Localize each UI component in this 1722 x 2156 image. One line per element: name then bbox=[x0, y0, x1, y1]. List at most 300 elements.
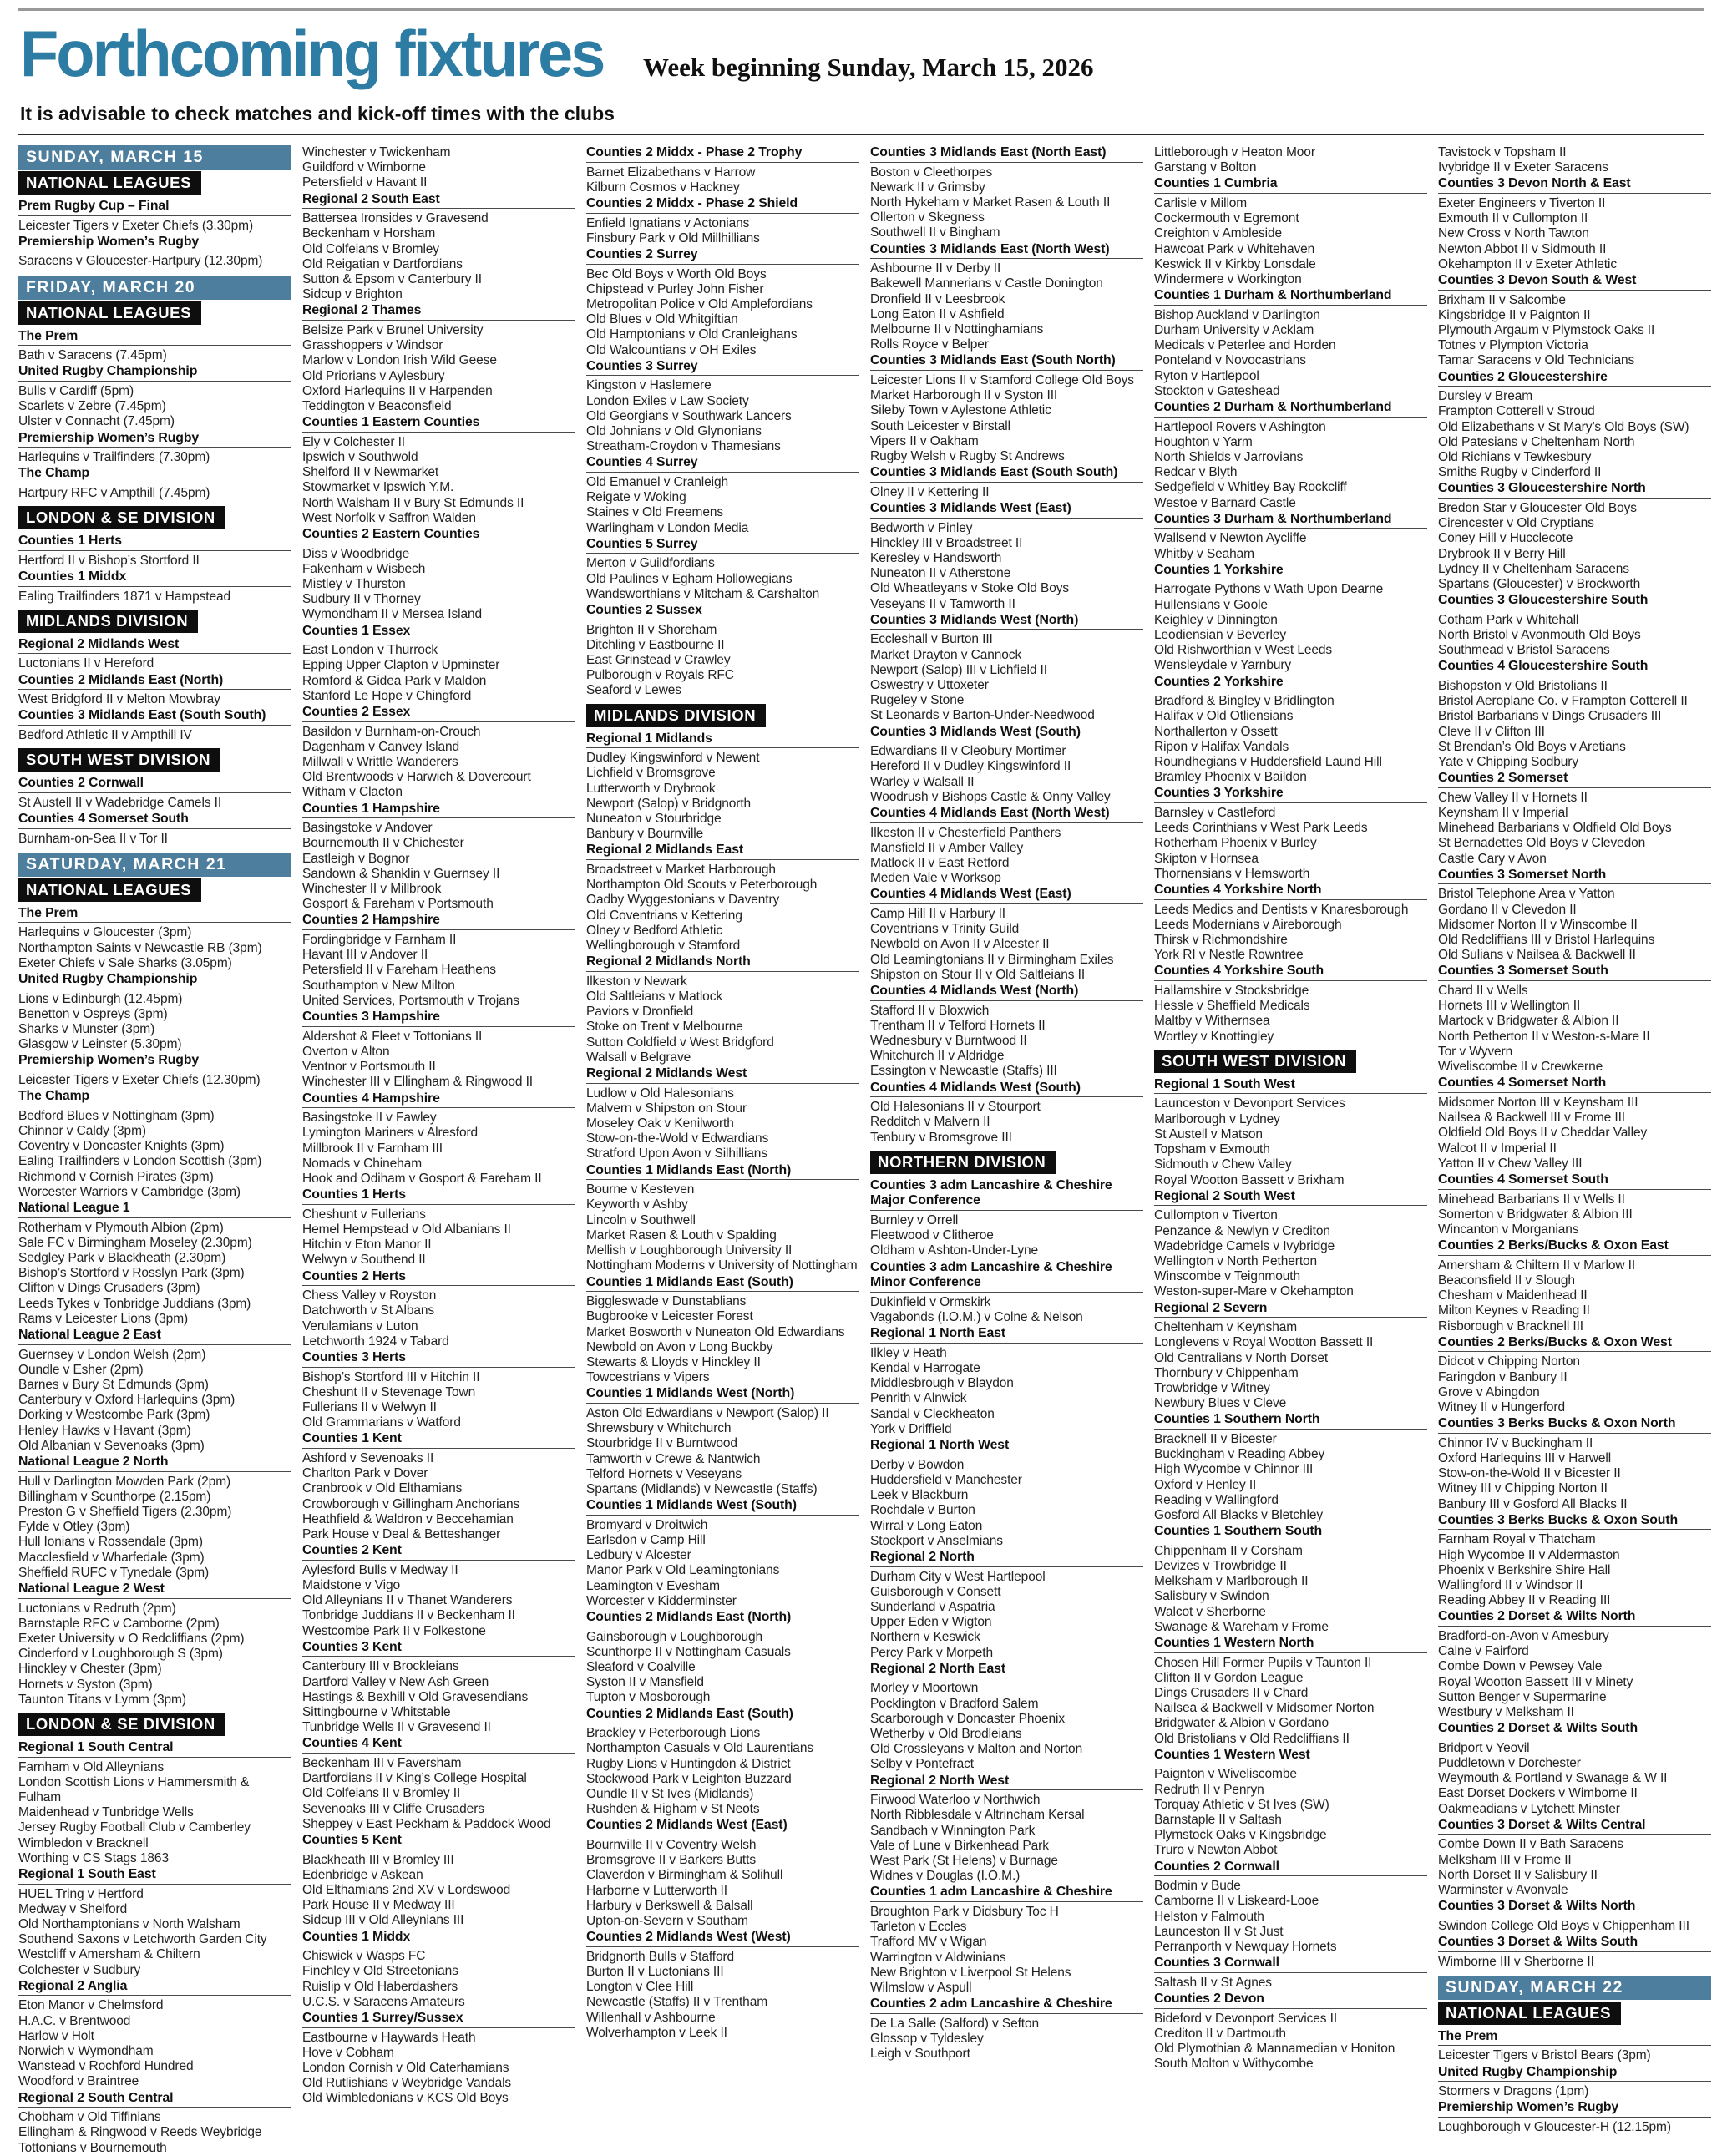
fixture: Maidstone v Vigo bbox=[302, 1577, 401, 1592]
fixture: Risborough v Bracknell III bbox=[1438, 1318, 1584, 1334]
fixture: Paignton v Wiveliscombe bbox=[1154, 1767, 1297, 1782]
fixture: Old Richians v Tewkesbury bbox=[1438, 450, 1592, 465]
fixture: Aylesford Bulls v Medway II bbox=[302, 1562, 458, 1577]
fixture: Bishop’s Stortford v Rosslyn Park (3pm) bbox=[18, 1266, 245, 1281]
fixture: Sleaford v Coalville bbox=[586, 1659, 696, 1674]
competition-header: Counties 1 Eastern Counties bbox=[302, 415, 575, 433]
fixture: Littleborough v Heaton Moor bbox=[1154, 145, 1315, 159]
fixture: Witney II v Hungerford bbox=[1438, 1399, 1565, 1415]
fixture: Hertford II v Bishop’s Stortford II bbox=[18, 553, 200, 568]
fixture: Luctonians v Redruth (2pm) bbox=[18, 1601, 176, 1616]
fixture: East Dorset Dockers v Wimborne II bbox=[1438, 1786, 1638, 1801]
competition-header: Counties 4 Somerset South bbox=[18, 812, 291, 829]
fixture: Redditch v Malvern II bbox=[870, 1115, 990, 1130]
fixture: Barnet Elizabethans v Harrow bbox=[586, 164, 756, 180]
fixture: Phoenix v Berkshire Shire Hall bbox=[1438, 1562, 1611, 1577]
fixture: Stockwood Park v Leighton Buzzard bbox=[586, 1771, 792, 1786]
competition-header: National League 2 East bbox=[18, 1328, 291, 1345]
division-header: NATIONAL LEAGUES bbox=[18, 171, 201, 195]
fixture: Vagabonds (I.O.M.) v Colne & Nelson bbox=[870, 1310, 1083, 1325]
fixture: Ipswich v Southwold bbox=[302, 450, 418, 465]
fixture: Roundhegians v Huddersfield Laund Hill bbox=[1154, 755, 1382, 770]
fixture: St Bernadettes Old Boys v Clevedon bbox=[1438, 836, 1646, 851]
fixture: Burnley v Orrell bbox=[870, 1213, 959, 1228]
fixture: Wilmslow v Aspull bbox=[870, 1980, 972, 1995]
fixture: Warminster v Avonvale bbox=[1438, 1882, 1568, 1897]
fixture: Marlow v London Irish Wild Geese bbox=[302, 353, 497, 368]
fixture: Millbrook II v Farnham III bbox=[302, 1141, 443, 1156]
fixture: Fylde v Otley (3pm) bbox=[18, 1520, 130, 1535]
fixture: Winchester III v Ellingham & Ringwood II bbox=[302, 1075, 533, 1090]
competition-header: Counties 1 Yorkshire bbox=[1154, 563, 1427, 580]
fixture: Old Colfeians II v Bromley II bbox=[302, 1786, 461, 1801]
fixture: Ivybridge II v Exeter Saracens bbox=[1438, 160, 1608, 175]
fixture: Harlequins v Gloucester (3pm) bbox=[18, 925, 192, 940]
competition-header: Counties 2 Berks/Bucks & Oxon West bbox=[1438, 1335, 1711, 1353]
competition-header: The Prem bbox=[18, 329, 291, 347]
competition-header: Counties 3 Gloucestershire South bbox=[1438, 593, 1711, 610]
fixture: South Leicester v Birstall bbox=[870, 418, 1010, 433]
fixture: Newport (Salop) v Bridgnorth bbox=[586, 796, 752, 811]
division-header: NORTHERN DIVISION bbox=[870, 1151, 1056, 1174]
fixture: Lymington Mariners v Alresford bbox=[302, 1126, 479, 1141]
fixture: Ponteland v Novocastrians bbox=[1154, 353, 1306, 368]
fixture: Wadebridge Camels v Ivybridge bbox=[1154, 1238, 1335, 1253]
competition-header: Counties 4 Hampshire bbox=[302, 1091, 575, 1109]
fixture: Scunthorpe II v Nottingham Casuals bbox=[586, 1644, 791, 1659]
fixture: Gordano II v Clevedon II bbox=[1438, 902, 1577, 917]
fixture: Ludlow v Old Halesonians bbox=[586, 1086, 734, 1101]
fixture: Ruislip v Old Haberdashers bbox=[302, 1979, 458, 1994]
fixture: Chinnor IV v Buckingham II bbox=[1438, 1435, 1593, 1450]
fixture: Newark II v Grimsby bbox=[870, 180, 985, 195]
fixture: Heathfield & Waldron v Beccehamian bbox=[302, 1511, 514, 1526]
competition-header: Regional 2 North East bbox=[870, 1662, 1143, 1679]
fixture: Luctonians II v Hereford bbox=[18, 656, 154, 671]
fixture: Oxford Harlequins II v Harpenden bbox=[302, 383, 493, 398]
fixture: Sutton Coldfield v West Bridgford bbox=[586, 1035, 774, 1050]
fixture: Coney Hill v Hucclecote bbox=[1438, 531, 1573, 546]
fixture: Frampton Cotterell v Stroud bbox=[1438, 404, 1595, 419]
fixture: Leicester Tigers v Bristol Bears (3pm) bbox=[1438, 2048, 1651, 2063]
fixture: Winscombe v Teignmouth bbox=[1154, 1269, 1300, 1284]
fixture: Lions v Edinburgh (12.45pm) bbox=[18, 991, 183, 1006]
fixture: St Austell II v Wadebridge Camels II bbox=[18, 795, 222, 810]
competition-header: Counties 3 Dorset & Wilts South bbox=[1438, 1935, 1711, 1952]
competition-header: The Champ bbox=[18, 1089, 291, 1106]
competition-header: Counties 2 Sussex bbox=[586, 603, 859, 620]
competition-header: Counties 2 Midlands East (North) bbox=[586, 1610, 859, 1627]
fixture: Launceston II v St Just bbox=[1154, 1924, 1284, 1939]
fixture: Ripon v Halifax Vandals bbox=[1154, 739, 1289, 754]
competition-header: Counties 1 Midlands West (South) bbox=[586, 1498, 859, 1516]
fixture: Harlow v Holt bbox=[18, 2028, 94, 2043]
fixture: Sandown & Shanklin v Guernsey II bbox=[302, 866, 500, 881]
competition-header: Counties 4 Midlands East (North West) bbox=[870, 806, 1143, 823]
competition-header: Counties 1 adm Lancashire & Cheshire bbox=[870, 1885, 1143, 1902]
fixture: Sharks v Munster (3pm) bbox=[18, 1021, 155, 1036]
fixture: Leicester Tigers v Exeter Chiefs (12.30pm) bbox=[18, 1072, 261, 1087]
fixture: Tonbridge Juddians II v Beckenham II bbox=[302, 1608, 515, 1623]
fixture: East Grinstead v Crawley bbox=[586, 653, 731, 668]
fixture: Wincanton v Morganians bbox=[1438, 1222, 1579, 1237]
fixture: North Dorset II v Salisbury II bbox=[1438, 1867, 1598, 1882]
fixture: Okehampton II v Exeter Athletic bbox=[1438, 256, 1618, 271]
fixture: Towcestrians v Vipers bbox=[586, 1370, 710, 1385]
fixture: Nomads v Chineham bbox=[302, 1156, 423, 1171]
competition-header: Counties 3 adm Lancashire & Cheshire Major Conference bbox=[870, 1178, 1143, 1211]
fixture: Tor v Wyvern bbox=[1438, 1044, 1513, 1059]
fixture: Melksham v Marlborough II bbox=[1154, 1574, 1309, 1589]
competition-header: Counties 2 Midlands West (West) bbox=[586, 1930, 859, 1947]
fixture: Ilkeston v Newark bbox=[586, 974, 687, 989]
competition-header: Counties 3 Midlands East (South South) bbox=[870, 465, 1143, 483]
competition-header: Counties 1 Cumbria bbox=[1154, 176, 1427, 194]
fixture: Warrington v Aldwinians bbox=[870, 1950, 1006, 1965]
fixture: Leigh v Southport bbox=[870, 2047, 970, 2062]
fixture: Bramley Phoenix v Baildon bbox=[1154, 770, 1307, 785]
competition-header: Counties 1 Herts bbox=[18, 534, 291, 551]
fixture: Bristol Telephone Area v Yatton bbox=[1438, 887, 1615, 902]
fixture: Dukinfield v Ormskirk bbox=[870, 1294, 991, 1309]
fixture: Nuneaton II v Atherstone bbox=[870, 566, 1011, 581]
competition-header: United Rugby Championship bbox=[18, 364, 291, 382]
fixture: Rochdale v Burton bbox=[870, 1503, 975, 1518]
fixture: Swindon College Old Boys v Chippenham III bbox=[1438, 1918, 1689, 1933]
fixture: Sidmouth v Chew Valley bbox=[1154, 1157, 1292, 1172]
competition-header: The Prem bbox=[18, 906, 291, 924]
fixture: Minehead Barbarians II v Wells II bbox=[1438, 1192, 1625, 1207]
fixture: Market Drayton v Cannock bbox=[870, 647, 1022, 662]
fixture: Vale of Lune v Birkenhead Park bbox=[870, 1838, 1049, 1853]
fixture: West Bridgford II v Melton Mowbray bbox=[18, 692, 220, 707]
fixture: Marlborough v Lydney bbox=[1154, 1111, 1280, 1126]
fixture: Crowborough v Gillingham Anchorians bbox=[302, 1496, 520, 1511]
competition-header: Counties 3 Midlands West (North) bbox=[870, 613, 1143, 630]
fixture: Hull Ionians v Rossendale (3pm) bbox=[18, 1535, 203, 1550]
fixture: Mansfield II v Amber Valley bbox=[870, 840, 1024, 855]
fixture: Westcombe Park II v Folkestone bbox=[302, 1623, 486, 1638]
competition-header: Counties 2 Cornwall bbox=[1154, 1860, 1427, 1877]
competition-header: Counties 3 Cornwall bbox=[1154, 1956, 1427, 1973]
competition-header: Counties 2 Berks/Bucks & Oxon East bbox=[1438, 1238, 1711, 1256]
fixture: Bath v Saracens (7.45pm) bbox=[18, 348, 167, 363]
fixture: Sheppey v East Peckham & Paddock Wood bbox=[302, 1816, 551, 1831]
fixture: Canterbury v Oxford Harlequins (3pm) bbox=[18, 1393, 236, 1408]
fixture: Clifton v Dings Crusaders (3pm) bbox=[18, 1281, 200, 1296]
page-title: Forthcoming fixtures bbox=[20, 17, 604, 90]
fixture: Kingston v Haslemere bbox=[586, 378, 712, 393]
competition-header: Premiership Women’s Rugby bbox=[1438, 2100, 1711, 2118]
fixture: Harbury v Berkswell & Balsall bbox=[586, 1898, 753, 1913]
fixture: Hornets III v Wellington II bbox=[1438, 999, 1581, 1014]
competition-header: Counties 1 Middx bbox=[18, 569, 291, 587]
division-header: SOUTH WEST DIVISION bbox=[18, 748, 220, 772]
fixture: Chard II v Wells bbox=[1438, 984, 1528, 999]
fixture: U.C.S. v Saracens Amateurs bbox=[302, 1994, 465, 2009]
fixture: Hartlepool Rovers v Ashington bbox=[1154, 419, 1326, 434]
fixture: Kendal v Harrogate bbox=[870, 1361, 980, 1376]
fixture: Ilkeston II v Chesterfield Panthers bbox=[870, 825, 1061, 840]
fixture: Brackley v Peterborough Lions bbox=[586, 1726, 761, 1741]
fixture: Rolls Royce v Belper bbox=[870, 337, 989, 352]
fixture: Crediton II v Dartmouth bbox=[1154, 2026, 1286, 2041]
fixture: Bedworth v Pinley bbox=[870, 520, 973, 535]
fixture: Old Blues v Old Whitgiftian bbox=[586, 312, 738, 327]
fixture: Newport (Salop) III v Lichfield II bbox=[870, 662, 1047, 677]
fixture: Plymstock Oaks v Kingsbridge bbox=[1154, 1828, 1327, 1843]
fixture: Maidenhead v Tunbridge Wells bbox=[18, 1805, 194, 1820]
fixture: Tamworth v Crewe & Nantwich bbox=[586, 1451, 761, 1466]
fixture: Wetherby v Old Brodleians bbox=[870, 1726, 1022, 1741]
fixture: Swanage & Wareham v Frome bbox=[1154, 1619, 1329, 1634]
competition-header: Counties 3 Gloucestershire North bbox=[1438, 481, 1711, 499]
fixture: Staines v Old Freemens bbox=[586, 505, 724, 520]
fixture: Upper Eden v Wigton bbox=[870, 1615, 992, 1630]
fixture: Lichfield v Bromsgrove bbox=[586, 766, 716, 781]
fixture: Farnham Royal v Thatcham bbox=[1438, 1532, 1596, 1547]
fixture: Old Leamingtonians II v Birmingham Exiles bbox=[870, 952, 1114, 967]
fixture: Redruth II v Penryn bbox=[1154, 1782, 1264, 1797]
competition-header: Regional 2 South Central bbox=[18, 2091, 291, 2108]
competition-header: Counties 3 Midlands East (North East) bbox=[870, 145, 1143, 163]
fixture: Bracknell II v Bicester bbox=[1154, 1431, 1277, 1446]
fixture: Sidcup III v Old Alleynians III bbox=[302, 1913, 464, 1928]
division-header: MIDLANDS DIVISION bbox=[18, 610, 198, 633]
competition-header: Regional 1 South West bbox=[1154, 1077, 1427, 1095]
fixture: Billingham v Scunthorpe (2.15pm) bbox=[18, 1489, 211, 1504]
fixture: Taunton Titans v Lymm (3pm) bbox=[18, 1692, 186, 1707]
competition-header: Counties 4 Yorkshire South bbox=[1154, 964, 1427, 981]
fixture: Burnham-on-Sea II v Tor II bbox=[18, 831, 168, 846]
fixture: New Brighton v Liverpool St Helens bbox=[870, 1965, 1071, 1980]
competition-header: Premiership Women’s Rugby bbox=[18, 431, 291, 448]
fixture: Stowmarket v Ipswich Y.M. bbox=[302, 480, 454, 495]
fixture: Vipers II v Oakham bbox=[870, 433, 979, 448]
fixture: Hereford II v Dudley Kingswinford II bbox=[870, 759, 1071, 774]
fixture: Old Wimbledonians v KCS Old Boys bbox=[302, 2091, 509, 2106]
fixture: Bakewell Mannerians v Castle Donington bbox=[870, 276, 1103, 291]
fixture: Topsham v Exmouth bbox=[1154, 1142, 1270, 1157]
fixture: Paviors v Dronfield bbox=[586, 1005, 694, 1020]
fixture: Meden Vale v Worksop bbox=[870, 871, 1001, 886]
fixture: Hitchin v Eton Manor II bbox=[302, 1237, 432, 1253]
fixtures-page bbox=[0, 8, 1722, 2155]
fixture: Tottonians v Bournemouth bbox=[18, 2140, 167, 2155]
competition-header: National League 2 West bbox=[18, 1582, 291, 1599]
fixture: Eastbourne v Haywards Heath bbox=[302, 2030, 476, 2045]
fixture: Combe Down II v Bath Saracens bbox=[1438, 1837, 1623, 1852]
fixture: Old Rishworthian v West Leeds bbox=[1154, 643, 1333, 658]
fixture: Camborne II v Liskeard-Looe bbox=[1154, 1894, 1319, 1909]
fixture: Ashford v Sevenoaks II bbox=[302, 1450, 434, 1465]
fixture: Wellingborough v Stamford bbox=[586, 939, 741, 954]
fixture: Bec Old Boys v Worth Old Boys bbox=[586, 266, 767, 281]
division-header: LONDON & SE DIVISION bbox=[18, 506, 225, 529]
fixture: Bradford & Bingley v Bridlington bbox=[1154, 694, 1335, 709]
fixture: Hook and Odiham v Gosport & Fareham II bbox=[302, 1171, 542, 1186]
fixture: North Hykeham v Market Rasen & Louth II bbox=[870, 195, 1111, 210]
fixture: Somerton v Bridgwater & Albion III bbox=[1438, 1207, 1633, 1222]
fixture: Sandbach v Winnington Park bbox=[870, 1823, 1036, 1838]
fixture: Leicester Tigers v Exeter Chiefs (3.30pm) bbox=[18, 218, 254, 233]
fixture: Martock v Bridgwater & Albion II bbox=[1438, 1014, 1619, 1029]
fixture: Trafford MV v Wigan bbox=[870, 1935, 987, 1950]
fixture: Bedford Athletic II v Ampthill IV bbox=[18, 727, 192, 742]
fixture: South Molton v Withycombe bbox=[1154, 2057, 1314, 2072]
competition-header: Prem Rugby Cup – Final bbox=[18, 199, 291, 216]
competition-header: Counties 3 adm Lancashire & Cheshire Minor Conference bbox=[870, 1260, 1143, 1293]
fixture: H.A.C. v Brentwood bbox=[18, 2013, 131, 2028]
fixture: Hullensians v Goole bbox=[1154, 597, 1268, 612]
fixture: Dartford Valley v New Ash Green bbox=[302, 1674, 489, 1689]
fixture: Leodiensian v Beverley bbox=[1154, 628, 1287, 643]
fixture: Romford & Gidea Park v Maldon bbox=[302, 673, 487, 688]
fixture: Sutton Benger v Supermarine bbox=[1438, 1689, 1607, 1704]
fixture: Stow-on-the-Wold II v Bicester II bbox=[1438, 1466, 1621, 1481]
fixture: Wolverhampton v Leek II bbox=[586, 2025, 727, 2040]
fixture: Combe Down v Pewsey Vale bbox=[1438, 1659, 1603, 1674]
fixture: Minehead Barbarians v Oldfield Old Boys bbox=[1438, 821, 1672, 836]
fixture: Oxford v Henley II bbox=[1154, 1477, 1257, 1492]
fixture: Bristol Barbarians v Dings Crusaders III bbox=[1438, 709, 1662, 724]
competition-header: Counties 2 Midlands East (South) bbox=[586, 1707, 859, 1724]
fixture: Keresley v Handsworth bbox=[870, 551, 1002, 566]
fixture: Grasshoppers v Windsor bbox=[302, 338, 443, 353]
fixture: Exeter University v O Redcliffians (2pm) bbox=[18, 1632, 245, 1647]
fixture: Telford Hornets v Veseyans bbox=[586, 1466, 742, 1481]
fixture: Durham City v West Hartlepool bbox=[870, 1569, 1046, 1584]
fixture: Didcot v Chipping Norton bbox=[1438, 1354, 1580, 1369]
fixture: Dartfordians II v King’s College Hospital bbox=[302, 1771, 527, 1786]
fixture: Cinderford v Loughborough S (3pm) bbox=[18, 1647, 223, 1662]
fixture: Puddletown v Dorchester bbox=[1438, 1755, 1581, 1770]
competition-header: Counties 3 Surrey bbox=[586, 359, 859, 377]
fixture: Thornensians v Hemsworth bbox=[1154, 866, 1310, 881]
fixture: Bredon Star v Gloucester Old Boys bbox=[1438, 501, 1637, 516]
fixture: Wensleydale v Yarnbury bbox=[1154, 658, 1292, 673]
fixture: Penzance & Newlyn v Crediton bbox=[1154, 1223, 1330, 1238]
fixture: Sidcup v Brighton bbox=[302, 287, 403, 302]
fixture: Nottingham Moderns v University of Nottingham bbox=[586, 1258, 858, 1273]
competition-header: Regional 1 South Central bbox=[18, 1740, 291, 1758]
competition-header: Counties 1 Durham & Northumberland bbox=[1154, 288, 1427, 306]
fixture: Barnstaple II v Saltash bbox=[1154, 1812, 1282, 1827]
division-header: SOUTH WEST DIVISION bbox=[1154, 1050, 1356, 1073]
fixture: Tenbury v Bromsgrove III bbox=[870, 1130, 1012, 1145]
fixture: Barnstaple RFC v Camborne (2pm) bbox=[18, 1616, 220, 1631]
fixture: Wortley v Knottingley bbox=[1154, 1029, 1274, 1044]
fixture: HUEL Tring v Hertford bbox=[18, 1886, 144, 1901]
fixture: Ditchling v Eastbourne II bbox=[586, 637, 725, 652]
fixture: Stanford Le Hope v Chingford bbox=[302, 688, 472, 703]
fixture: Rugby Lions v Huntingdon & District bbox=[586, 1756, 791, 1771]
fixture: Newbury Blues v Cleve bbox=[1154, 1396, 1287, 1411]
fixture: Derby v Bowdon bbox=[870, 1457, 965, 1472]
competition-header: Counties 3 Dorset & Wilts North bbox=[1438, 1899, 1711, 1916]
fixture: Old Paulines v Egham Hollowegians bbox=[586, 571, 793, 586]
fixture: Mistley v Thurston bbox=[302, 577, 406, 592]
fixture: Woodrush v Bishops Castle & Onny Valley bbox=[870, 789, 1111, 804]
fixture: St Brendan’s Old Boys v Aretians bbox=[1438, 739, 1626, 754]
fixture: Reigate v Woking bbox=[586, 490, 686, 505]
masthead bbox=[18, 11, 1704, 96]
fixture: Ely v Colchester II bbox=[302, 434, 406, 449]
fixture: Midsomer Norton III v Keynsham III bbox=[1438, 1095, 1638, 1110]
fixture: Chiswick v Wasps FC bbox=[302, 1949, 426, 1964]
fixture: Stoke on Trent v Melbourne bbox=[586, 1020, 743, 1035]
fixture: Dudley Kingswinford v Newent bbox=[586, 751, 760, 766]
competition-header: Counties 3 Berks Bucks & Oxon North bbox=[1438, 1416, 1711, 1434]
competition-header: Counties 2 Middx - Phase 2 Shield bbox=[586, 196, 859, 214]
fixture: Leek v Blackburn bbox=[870, 1488, 969, 1503]
fixture: Kilburn Cosmos v Hackney bbox=[586, 180, 740, 195]
fixture: Woodford v Braintree bbox=[18, 2074, 139, 2089]
fixture: Weymouth & Portland v Swanage & W II bbox=[1438, 1771, 1668, 1786]
fixture: Tunbridge Wells II v Gravesend II bbox=[302, 1720, 491, 1735]
fixture: Helston v Falmouth bbox=[1154, 1909, 1264, 1924]
fixture: Wymondham II v Mersea Island bbox=[302, 607, 483, 622]
fixture: Firwood Waterloo v Northwich bbox=[870, 1793, 1041, 1808]
fixture: Westoe v Barnard Castle bbox=[1154, 495, 1296, 510]
week-beginning-note: Week beginning Sunday, March 15, 2026 bbox=[643, 53, 1094, 82]
date-header: SUNDAY, MARCH 22 bbox=[1438, 1976, 1711, 2000]
fixture: Bedford Blues v Nottingham (3pm) bbox=[18, 1108, 215, 1123]
fixture: Aston Old Edwardians v Newport (Salop) II bbox=[586, 1405, 829, 1420]
fixture: Redcar v Blyth bbox=[1154, 465, 1238, 480]
fixture: Southmead v Bristol Saracens bbox=[1438, 643, 1610, 658]
fixture: Old Reigatian v Dartfordians bbox=[302, 256, 463, 271]
fixture: Beckenham III v Faversham bbox=[302, 1755, 462, 1770]
fixture: Edenbridge v Askean bbox=[302, 1867, 423, 1882]
fixture: Stockport v Anselmians bbox=[870, 1533, 1003, 1548]
fixture: Wellington v North Petherton bbox=[1154, 1253, 1318, 1268]
fixture: Basingstoke v Andover bbox=[302, 821, 433, 836]
fixture: Northern v Keswick bbox=[870, 1630, 980, 1645]
fixture: Fordingbridge v Farnham II bbox=[302, 933, 457, 948]
fixture: Leeds Tykes v Tonbridge Juddians (3pm) bbox=[18, 1296, 251, 1311]
fixture: Sutton & Epsom v Canterbury II bbox=[302, 272, 482, 287]
fixture: Keyworth v Ashby bbox=[586, 1197, 688, 1212]
fixture: Basingstoke II v Fawley bbox=[302, 1111, 437, 1126]
fixture: Verulamians v Luton bbox=[302, 1318, 418, 1334]
fixture: Stewarts & Lloyds v Hinckley II bbox=[586, 1354, 761, 1369]
competition-header: Regional 2 Midlands West bbox=[18, 637, 291, 655]
fixture: Castle Cary v Avon bbox=[1438, 851, 1547, 866]
fixture: Rushden & Higham v St Neots bbox=[586, 1802, 760, 1817]
fixture: Bristol Aeroplane Co. v Frampton Cotterell II bbox=[1438, 694, 1688, 709]
fixture: Keynsham II v Imperial bbox=[1438, 806, 1568, 821]
fixture: Skipton v Hornsea bbox=[1154, 851, 1259, 866]
competition-header: Counties 4 Yorkshire North bbox=[1154, 883, 1427, 900]
fixture: Brighton II v Shoreham bbox=[586, 622, 717, 637]
fixture: North Shields v Jarrovians bbox=[1154, 450, 1304, 465]
fixture: Hornets v Syston (3pm) bbox=[18, 1677, 153, 1692]
competition-header: Regional 2 Severn bbox=[1154, 1301, 1427, 1318]
competition-header: Counties 2 Surrey bbox=[586, 247, 859, 265]
fixture: Exeter Chiefs v Sale Sharks (3.05pm) bbox=[18, 955, 232, 970]
fixture: Percy Park v Morpeth bbox=[870, 1645, 994, 1660]
fixture: Chosen Hill Former Pupils v Taunton II bbox=[1154, 1655, 1372, 1670]
fixture: Nailsea & Backwell v Midsomer Norton bbox=[1154, 1701, 1375, 1716]
fixture: Westcliff v Amersham & Chiltern bbox=[18, 1947, 200, 1962]
fixture: Spartans (Midlands) v Newcastle (Staffs) bbox=[586, 1481, 818, 1496]
fixture: Melbourne II v Nottinghamians bbox=[870, 322, 1044, 337]
fixture: Camp Hill II v Harbury II bbox=[870, 907, 1006, 922]
competition-header: Counties 3 Somerset South bbox=[1438, 964, 1711, 981]
fixture: North Bristol v Avonmouth Old Boys bbox=[1438, 628, 1641, 643]
fixture: Jersey Rugby Football Club v Camberley bbox=[18, 1820, 251, 1835]
